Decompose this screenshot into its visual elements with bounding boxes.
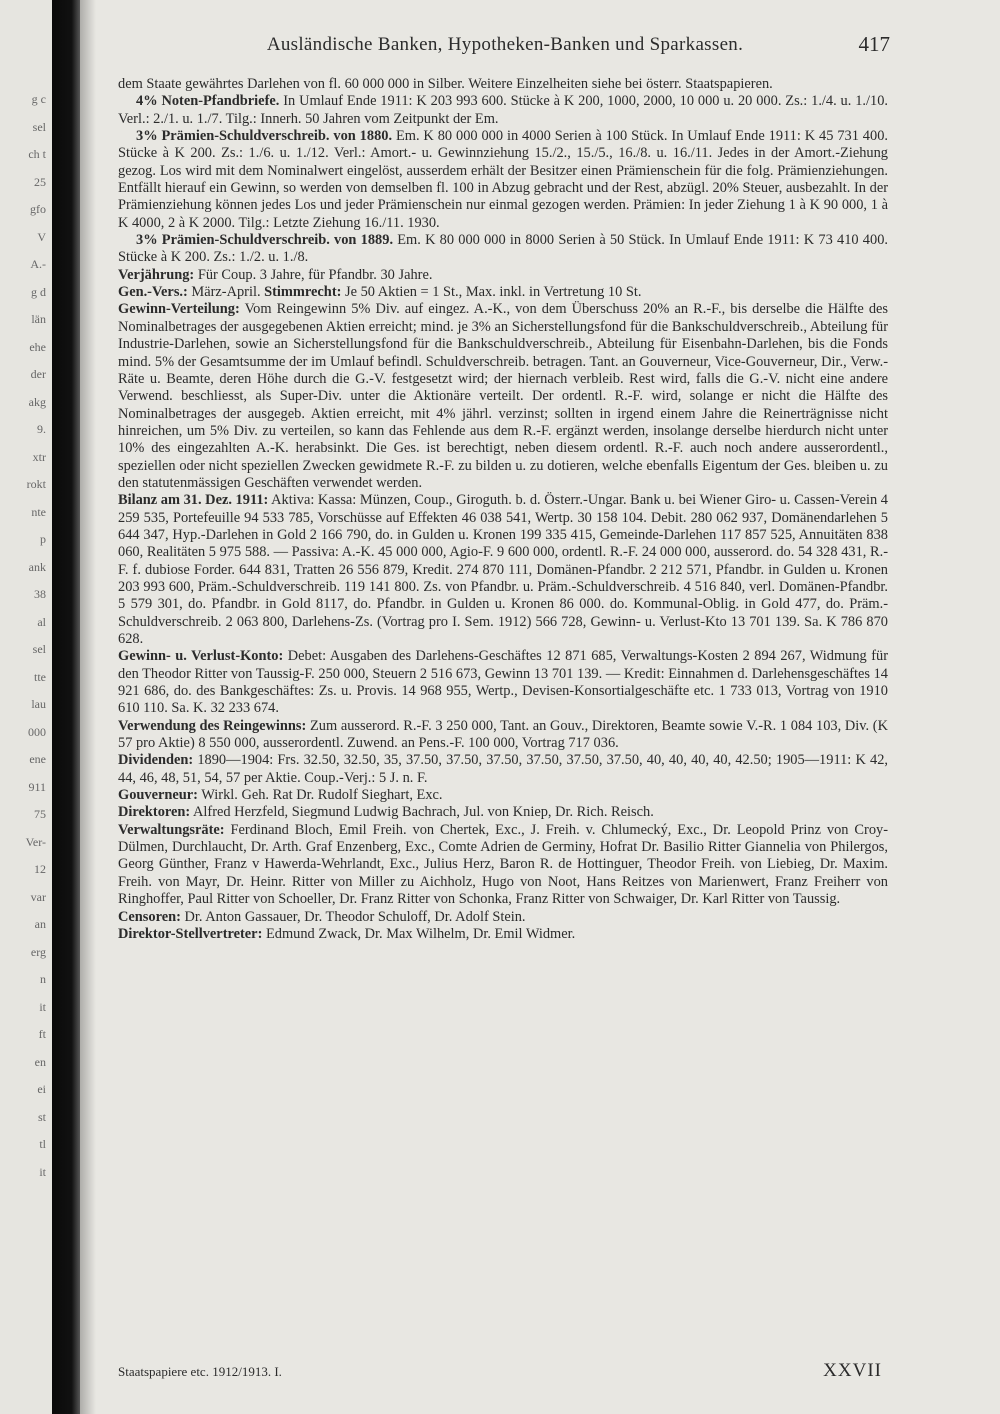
paragraph-text: Zum ausserord. R.-F. 3 250 000, Tant. an Gouv., Direktoren, Beamte sowie V.-R. 1 084 103, Div. (K 57 pro Aktie) 8 550 000, ausserordentl. Zuwend. an Pens.-F. 100 000, Vortrag 717 036. (118, 717, 888, 752)
footer-sheet-number: XXVII (823, 1360, 882, 1381)
adjacent-page-margin (0, 0, 52, 1414)
paragraph (118, 93, 888, 128)
paragraph-heading: 3% Prämien-Schuldverschreib. von 1880. (136, 128, 393, 145)
paragraph-heading: Gen.-Vers.: (118, 284, 188, 301)
margin-fragment: rokt (26, 477, 46, 491)
paragraph (118, 787, 888, 804)
paragraph (118, 718, 888, 753)
paragraph-text: Aktiva: Kassa: Münzen, Coup., Giroguth. b. d. Österr.-Ungar. Bank u. bei Wiener Giro- u. Cassen-Verein 4 259 535, Portefeuille 94 533 785, Vorschüsse auf Effekten 46 038 541, Wertp. 30 158 104. Debit. 280 062 937, Domänendarlehen 5 644 347, Hyp.-Darlehen in Gold 2 166 790, do. in Gulden u. Kronen 199 335 415, Gemeinde-Darlehen 117 857 525, Annuitäten 838 060, Realitäten 5 975 588. — Passiva: A.-K. 45 000 000, Agio-F. 9 600 000, ordentl. R.-F. 24 000 000, ausserord. do. 54 328 431, R.-F. f. dubiose Forder. 644 831, Tratten 26 556 879, Kredit. 274 870 111, Domänen-Pfandbr. 2 212 571, Pfandbr. in Gulden u. Kronen 203 993 600, Präm.-Schuldverschreib. 119 141 800. Zs. von Pfandbr. u. Präm.-Schuldverschreib. 4 516 840, verl. Domänen-Pfandbr. 5 579 301, do. Pfandbr. in Gold 8117, do. Pfandbr. in Gulden u. Kronen 86 000. do. Kommunal-Oblig. in Gold 477, do. Präm.-Schuldverschreib. 2 063 800, Darlehens-Zs. (Vortrag pro I. Sem. 1912) 566 728, Gewinn- u. Verlust-Kto 13 701 139. Sa. K 786 870 628. (118, 492, 888, 647)
margin-fragment: it (39, 999, 46, 1014)
paragraph-heading: Gewinn-Verteilung: (118, 301, 240, 318)
paragraph-heading: 3% Prämien-Schuldverschreib. von 1889. (136, 232, 394, 249)
margin-fragment: var (30, 889, 46, 904)
paragraph-text: dem Staate gewährtes Darlehen von fl. 60 000 000 in Silber. Weitere Einzelheiten siehe bei österr. Staatspapieren. (118, 76, 773, 92)
margin-fragment: 911 (28, 779, 46, 794)
paragraph-heading: Direktoren: (118, 804, 191, 821)
paragraph-text: In Umlauf Ende 1911: K 203 993 600. Stücke à K 200, 1000, 2000, 10 000 u. 20 000. Zs.: 1./4. u. 1./10. Verl.: 2./1. u. 1./7. Tilg.: Innerh. 50 Jahren vom Zeitpunkt der Em. (118, 93, 888, 127)
margin-fragment: ei (37, 1082, 46, 1096)
margin-fragment: län (31, 312, 46, 326)
margin-fragment: A.- (30, 257, 46, 271)
paragraph-text: März-April. (187, 284, 265, 301)
margin-fragment: 000 (28, 724, 46, 739)
paragraph-text: Alfred Herzfeld, Siegmund Ludwig Bachrach, Jul. von Kniep, Dr. Rich. Reisch. (190, 804, 654, 821)
paragraph-text: Ferdinand Bloch, Emil Freih. von Chertek, Exc., J. Freih. v. Chlumecký, Exc., Dr. Leopold Prinz von Croy-Dülmen, Durchlaucht, Dr. Arth. Graf Enzenberg, Exc., Comte Adrien de Germiny, Hofrat Dr. Basilio Ritter Giannelia von Philergos, Georg Günther, Franz v Hawerda-Wehrlandt, Exc., Julius Herz, Baron R. de Hottinguer, Theodor Freih. von Liebieg, Dr. Maxim. Freih. von Mayr, Dr. Heinr. Ritter von Miller zu Aichholz, Hugo von Noot, Hans Reitzes von Marienwert, Franz Freiherr von Ringhoffer, Paul Ritter von Schoeller, Dr. Franz Ritter von Schonka, Franz Ritter von Schwaiger, Dr. Karl Ritter von Taussig. (118, 821, 888, 908)
margin-fragment: ank (28, 559, 46, 574)
page-number: 417 (858, 32, 890, 56)
paragraph-text: 1890—1904: Frs. 32.50, 32.50, 35, 37.50, 37.50, 37.50, 37.50, 37.50, 37.50, 40, 40, 40, 40, 42.50; 1905—1911: K 42, 44, 46, 48, 51, 54, 57 per Aktie. Coup.-Verj.: 5 J. n. F. (118, 752, 888, 786)
paragraph-text: Für Coup. 3 Jahre, für Pfandbr. 30 Jahre. (194, 266, 433, 283)
margin-fragment: erg (30, 944, 46, 959)
margin-fragment: g c (31, 92, 46, 106)
paragraph (118, 128, 888, 232)
margin-fragment: der (30, 367, 46, 381)
paragraph-heading: Direktor-Stellvertreter: (118, 925, 263, 942)
running-header: Ausländische Banken, Hypotheken-Banken und Sparkassen. (266, 34, 744, 55)
margin-fragment: akg (28, 394, 46, 409)
paragraph (118, 76, 888, 93)
margin-fragment: gfo (30, 202, 46, 216)
margin-fragment: an (34, 917, 46, 931)
paragraph-text: Vom Reingewinn 5% Div. auf eingez. A.-K., von dem Überschuss 20% an R.-F., bis derselbe die Hälfte des Nominalbetrages der ausgegebenen Aktien erreicht; mind. je 3% an Sicherstellungsfond für die Bankschuldverschreib., Abteilung für Industrie-Darlehen, sowie an Sicherstellungsfond für die Bankschuldverschreib., Abteilung für Eisenbahn-Darlehen, bis die Fonds mind. 5% der Gesamtsumme der im Umlauf befindl. Schuldverschreib. betragen. Tant. an Gouverneur, Vice-Gouverneur, Dir., Verw.-Räte u. Beamte, deren Höhe durch die G.-V. festgesetzt wird; der hiernach verbleib. Rest wird, falls die G.-V. nicht eine andere Verwend. beschliesst, als Super-Div. unter die Aktionäre verteilt. Der ordentl. R.-F. wird, solange er nicht die Hälfte des Nominalbetrages der ausgegeb. Aktien erreicht, mit 4% jährl. verzinst; sollten in irgend einem Jahre die Reinerträgnisse nicht hinreichen, um 5% Div. zu verteilen, so kann das Fehlende aus dem R.-F. ergänzt werden, insolange derselbe hierdurch nicht unter 10% des eingezahlten A.-K. herabsinkt. Die Ges. ist berechtigt, neben diesem ordentl. R.-F. auch noch andere ausserordentl., speziellen oder nicht speziellen Zwecken gewidmete R.-F. zu bilden u. zu dotieren, welche ebenfalls Eigentum der Ges. bleiben u. zu den statutenmässigen Geschäften verwendet werden. (118, 301, 888, 491)
paragraph (118, 232, 888, 267)
margin-fragment: tte (34, 669, 46, 684)
margin-fragment: en (34, 1054, 46, 1069)
margin-fragment: 25 (34, 174, 46, 189)
paragraph-heading: Verwaltungsräte: (118, 821, 225, 838)
footer-signature: Staatspapiere etc. 1912/1913. I. (118, 1364, 282, 1379)
paragraph-heading: Stimmrecht: (264, 284, 342, 301)
paragraph-heading: Dividenden: (118, 752, 194, 769)
paragraph (118, 648, 888, 717)
paragraph-text: Wirkl. Geh. Rat Dr. Rudolf Sieghart, Exc. (197, 787, 443, 804)
margin-fragment: ft (38, 1027, 46, 1041)
margin-fragment: g d (31, 284, 46, 299)
paragraph-text: Debet: Ausgaben des Darlehens-Geschäftes 12 871 685, Verwaltungs-Kosten 2 894 267, Widmung für den Theodor Ritter von Taussig-F. 250 000, Steuern 2 516 673, Gewinn 13 701 139. — Kredit: Einnahmen d. Darlehensgeschäftes 14 921 686, do. des Bankgeschäftes: Zs. u. Provis. 14 968 955, Wertp., Devisen-Konsortialgeschäfte etc. 1 733 013, Vortrag von 1910 610 110. Sa. K. 32 233 674. (118, 648, 889, 717)
margin-fragment: it (39, 1164, 46, 1179)
margin-fragment: ene (29, 752, 46, 766)
binding-shadow (80, 0, 96, 1414)
margin-fragment: Ver- (25, 834, 46, 849)
paragraph-heading: Censoren: (118, 908, 181, 925)
margin-fragment: ehe (29, 339, 46, 354)
paragraph (118, 752, 888, 787)
paragraph-heading: Gouverneur: (118, 787, 198, 804)
paragraph (118, 926, 888, 943)
body-text (118, 76, 888, 943)
paragraph (118, 822, 888, 909)
paragraph-heading: 4% Noten-Pfandbriefe. (136, 93, 280, 110)
paragraph-text: Em. K 80 000 000 in 4000 Serien à 100 Stück. In Umlauf Ende 1911: K 45 731 400. Stücke à K 200. Zs.: 1./6. u. 1./12. Verl.: Amort.- u. Gewinnziehung 15./2., 15./5., 16./8. u. 16./11. Jedes in der Amort.-Ziehung gezog. Los wird mit dem Nominalwert eingelöst, ausserdem erhält der Besitzer einen Prämienschein für die folg. Prämienziehungen. Entfällt hierauf ein Gewinn, so werden von demselben fl. 100 in Abzug gebracht und der Rest, abzügl. 20% Steuer, ausbezahlt. In der Prämienziehung können jedes Los und jeder Prämienschein nur einmal gezogen werden. Prämien: In jeder Ziehung 1 à K 90 000, 1 à K 4000, 2 à K 2000. Tilg.: Letzte Ziehung 16./11. 1930. (118, 128, 888, 231)
margin-fragment: lau (31, 697, 46, 711)
paragraph (118, 909, 888, 926)
margin-fragment: 12 (34, 862, 46, 876)
margin-fragment: V (37, 229, 46, 244)
paragraph-heading: Verjährung: (118, 266, 195, 283)
margin-fragment: xtr (32, 449, 46, 464)
margin-fragment: tl (39, 1137, 46, 1151)
paragraph (118, 804, 888, 821)
paragraph-text: Je 50 Aktien = 1 St., Max. inkl. in Vertretung 10 St. (341, 284, 642, 301)
paragraph (118, 301, 888, 492)
margin-fragment: ch t (28, 147, 46, 161)
paragraph-text: Em. K 80 000 000 in 8000 Serien à 50 Stück. In Umlauf Ende 1911: K 73 410 400. Stücke à K 200. Zs.: 1./2. u. 1./8. (118, 232, 888, 266)
paragraph (118, 267, 888, 284)
margin-fragment: al (37, 614, 46, 629)
margin-fragment: 75 (34, 807, 46, 821)
margin-fragment: p (40, 532, 46, 546)
margin-fragment: 9. (37, 422, 46, 436)
paragraph-heading: Gewinn- u. Verlust-Konto: (118, 648, 284, 665)
margin-fragment: sel (32, 119, 46, 134)
book-binding (52, 0, 80, 1414)
paragraph (118, 492, 888, 648)
margin-fragment: nte (31, 504, 46, 519)
paragraph-heading: Verwendung des Reingewinns: (118, 717, 307, 734)
paragraph-text: Edmund Zwack, Dr. Max Wilhelm, Dr. Emil Widmer. (262, 925, 576, 942)
paragraph (118, 284, 888, 301)
margin-fragment: 38 (34, 587, 46, 601)
paragraph-heading: Bilanz am 31. Dez. 1911: (118, 492, 269, 509)
margin-fragment: sel (32, 642, 46, 656)
margin-fragment: n (40, 972, 46, 986)
margin-fragment: st (37, 1109, 46, 1124)
paragraph-text: Dr. Anton Gassauer, Dr. Theodor Schuloff, Dr. Adolf Stein. (180, 908, 526, 925)
